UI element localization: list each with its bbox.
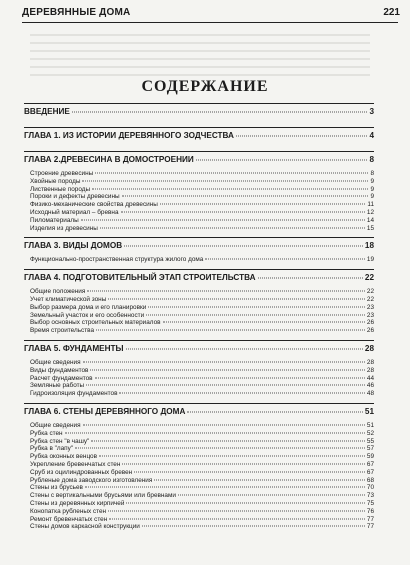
toc-subsection-entry[interactable] — [24, 319, 374, 327]
subsection-page-number: 73 — [366, 492, 374, 500]
subsection-page-number: 23 — [366, 303, 374, 311]
subsection-page-number: 9 — [370, 185, 374, 193]
subsection-page-number: 15 — [366, 224, 374, 232]
subsection-title: Физико-механические свойства древесины — [30, 201, 158, 209]
toc-subsection-entry[interactable] — [24, 390, 374, 398]
dot-leader — [178, 495, 365, 496]
chapter-title: ГЛАВА 3. ВИДЫ ДОМОВ — [24, 241, 123, 251]
chapter-page-number: 28 — [364, 343, 374, 353]
toc-subsection-entry[interactable] — [24, 461, 374, 469]
subsection-page-number: 67 — [366, 460, 374, 468]
subsection-title: Рубка стен "в чашу" — [30, 437, 90, 445]
toc-subsection-entry[interactable] — [24, 484, 374, 492]
chapter-rule — [24, 127, 374, 128]
subsection-title: Стены с вертикальными брусьями или бревнами — [30, 492, 176, 500]
dot-leader — [122, 463, 364, 464]
toc-subsection-entry[interactable] — [24, 469, 374, 477]
chapter-rule — [24, 269, 374, 270]
toc-chapter-entry[interactable] — [24, 155, 374, 167]
dot-leader — [86, 385, 365, 386]
subsection-page-number: 19 — [366, 256, 374, 264]
dot-leader — [119, 393, 364, 394]
chapter-rule — [24, 151, 374, 152]
subsection-title: Лиственные породы — [30, 185, 91, 193]
subsection-title: Исходный материал – бревна — [30, 208, 119, 216]
toc-subsection-entry[interactable] — [24, 186, 374, 194]
subsection-page-number: 22 — [366, 295, 374, 303]
subsection-page-number: 59 — [366, 453, 374, 461]
subsection-page-number: 57 — [366, 445, 374, 453]
dot-leader — [95, 377, 365, 378]
subsection-page-number: 26 — [366, 319, 374, 327]
subsection-page-number: 70 — [366, 484, 374, 492]
dot-leader — [236, 136, 367, 137]
chapter-title: ВВЕДЕНИЕ — [24, 107, 70, 116]
toc-subsection-entry[interactable] — [24, 217, 374, 225]
subsection-title: Рубленые дома заводского изготовления — [30, 476, 153, 484]
subsection-page-number: 12 — [366, 208, 374, 216]
subsection-title: Строение древесины — [30, 170, 94, 177]
chapter-title: ГЛАВА 5. ФУНДАМЕНТЫ — [24, 343, 124, 353]
dot-leader — [124, 246, 363, 247]
toc-chapter-entry[interactable] — [24, 241, 374, 253]
subsection-title: Пиломатериалы — [30, 216, 79, 224]
dot-leader — [160, 204, 366, 205]
chapter-page-number: 22 — [364, 273, 374, 283]
toc-subsection-entry[interactable] — [24, 170, 374, 178]
subsection-title: Функционально-пространственная структура жилого дома — [30, 256, 204, 264]
subsection-page-number: 75 — [366, 499, 374, 507]
subsection-title: Сруб из оцилиндрованных бревен — [30, 468, 133, 476]
subsection-title: Рубка оконных венцов — [30, 453, 97, 461]
dot-leader — [134, 471, 365, 472]
dot-leader — [126, 502, 364, 503]
dot-leader — [65, 432, 365, 433]
subsection-title: Рубка стен — [30, 429, 63, 437]
toc-subsection-entry[interactable] — [24, 422, 374, 430]
running-head — [22, 6, 400, 22]
toc-subsection-entry[interactable] — [24, 445, 374, 453]
chapter-rule — [24, 340, 374, 341]
toc-chapter-entry[interactable] — [24, 107, 374, 119]
dot-leader — [122, 196, 369, 197]
subsection-title: Выбор размера дома и его планировки — [30, 303, 147, 311]
subsection-title: Общие положения — [30, 288, 86, 296]
dot-leader — [187, 411, 363, 412]
subsection-page-number: 28 — [366, 366, 374, 374]
subsection-title: Стены из брусьев — [30, 484, 83, 492]
subsection-page-number: 67 — [366, 468, 374, 476]
dot-leader — [91, 440, 365, 441]
dot-leader — [96, 330, 365, 331]
header-rule — [22, 22, 398, 23]
subsection-page-number: 23 — [366, 311, 374, 319]
dot-leader — [142, 526, 365, 527]
subsection-page-number: 14 — [366, 216, 374, 224]
subsection-page-number: 51 — [366, 421, 374, 429]
subsection-page-number: 76 — [366, 507, 374, 515]
subsection-title: Учет климатической зоны — [30, 295, 107, 303]
dot-leader — [205, 259, 365, 260]
subsection-title: Выбор основных строительных материалов — [30, 319, 161, 327]
chapter-title: ГЛАВА 1. ИЗ ИСТОРИИ ДЕРЕВЯННОГО ЗОДЧЕСТВА — [24, 131, 234, 140]
toc-chapter-entry[interactable] — [24, 344, 374, 356]
toc-title: СОДЕРЖАНИЕ — [141, 78, 269, 95]
toc-subsection-entry[interactable] — [24, 430, 374, 438]
toc-chapter-entry[interactable] — [24, 273, 374, 285]
toc-subsection-entry[interactable] — [24, 523, 374, 531]
chapter-page-number: 4 — [369, 131, 374, 140]
subsection-page-number: 22 — [366, 288, 374, 296]
subsection-title: Ремонт бревенчатых стен — [30, 515, 108, 523]
subsection-page-number: 48 — [366, 390, 374, 398]
chapter-page-number: 8 — [369, 155, 374, 164]
subsection-page-number: 77 — [366, 523, 374, 531]
subsection-page-number: 68 — [366, 476, 374, 484]
toc-subsection-entry[interactable] — [24, 209, 374, 217]
subsection-title: Пороки и дефекты древесины — [30, 193, 120, 201]
subsection-page-number: 8 — [370, 170, 374, 177]
chapter-rule — [24, 403, 374, 404]
dot-leader — [109, 518, 365, 519]
chapter-page-number: 3 — [369, 107, 374, 116]
subsection-title: Земляные работы — [30, 382, 85, 390]
dot-leader — [121, 211, 365, 212]
subsection-title: Общие сведения — [30, 421, 81, 429]
dot-leader — [108, 510, 365, 511]
dot-leader — [83, 424, 365, 425]
dot-leader — [83, 361, 365, 362]
toc-subsection-entry[interactable] — [24, 359, 374, 367]
chapter-title: ГЛАВА 2.ДРЕВЕСИНА В ДОМОСТРОЕНИИ — [24, 155, 194, 164]
subsection-title: Рубка в "лапу" — [30, 445, 74, 453]
running-head-title: ДЕРЕВЯННЫЕ ДОМА — [22, 7, 131, 18]
subsection-page-number: 28 — [366, 358, 374, 366]
dot-leader — [108, 298, 365, 299]
toc-subsection-entry[interactable] — [24, 296, 374, 304]
subsection-page-number: 26 — [366, 327, 374, 335]
toc-chapter-entry[interactable] — [24, 407, 374, 419]
toc-subsection-entry[interactable] — [24, 453, 374, 461]
toc-subsection-entry[interactable] — [24, 492, 374, 500]
toc-subsection-entry[interactable] — [24, 178, 374, 186]
toc-subsection-entry[interactable] — [24, 327, 374, 335]
toc-subsection-entry[interactable] — [24, 304, 374, 312]
subsection-page-number: 55 — [366, 437, 374, 445]
dot-leader — [196, 160, 368, 161]
subsection-title: Конопатка рубленых стен — [30, 507, 107, 515]
subsection-title: Общие сведения — [30, 358, 81, 366]
dot-leader — [146, 314, 365, 315]
toc-subsection-entry[interactable] — [24, 508, 374, 516]
chapter-page-number: 51 — [364, 406, 374, 416]
subsection-title: Время строительства — [30, 327, 95, 335]
chapter-rule — [24, 237, 374, 238]
dot-leader — [95, 173, 368, 174]
subsection-title: Стены домов каркасной конструкции — [30, 523, 140, 531]
subsection-title: Земельный участок и его особенности — [30, 311, 145, 319]
chapter-page-number: 18 — [364, 241, 374, 251]
dot-leader — [100, 227, 365, 228]
subsection-page-number: 11 — [367, 201, 374, 209]
dot-leader — [81, 219, 365, 220]
dot-leader — [90, 369, 364, 370]
dot-leader — [87, 291, 365, 292]
toc-subsection-entry[interactable] — [24, 500, 374, 508]
table-of-contents — [24, 103, 374, 531]
subsection-page-number: 9 — [370, 177, 374, 185]
toc-subsection-entry[interactable] — [24, 382, 374, 390]
chapter-title: ГЛАВА 6. СТЕНЫ ДЕРЕВЯННОГО ДОМА — [24, 406, 186, 416]
chapter-title: ГЛАВА 4. ПОДГОТОВИТЕЛЬНЫЙ ЭТАП СТРОИТЕЛЬСТВА — [24, 273, 256, 283]
subsection-title: Изделия из древесины — [30, 224, 98, 232]
dot-leader — [99, 456, 365, 457]
toc-subsection-entry[interactable] — [24, 288, 374, 296]
dot-leader — [75, 448, 365, 449]
subsection-page-number: 46 — [366, 382, 374, 390]
dot-leader — [92, 188, 368, 189]
subsection-title: Стены из деревянных кирпичей — [30, 499, 125, 507]
page-number: 221 — [383, 7, 400, 18]
subsection-title: Расчет фундаментов — [30, 374, 93, 382]
dot-leader — [163, 322, 365, 323]
dot-leader — [154, 479, 365, 480]
subsection-title: Укрепление бревенчатых стен — [30, 460, 121, 468]
dot-leader — [258, 278, 363, 279]
dot-leader — [126, 348, 363, 349]
subsection-page-number: 52 — [366, 429, 374, 437]
toc-subsection-entry[interactable] — [24, 201, 374, 209]
subsection-page-number: 77 — [366, 515, 374, 523]
toc-subsection-entry[interactable] — [24, 256, 374, 264]
subsection-title: Виды фундаментов — [30, 366, 89, 374]
toc-subsection-entry[interactable] — [24, 367, 374, 375]
subsection-title: Гидроизоляция фундаментов — [30, 390, 118, 398]
dot-leader — [72, 112, 368, 113]
subsection-page-number: 9 — [370, 193, 374, 201]
toc-chapter-entry[interactable] — [24, 131, 374, 143]
chapter-rule — [24, 103, 374, 104]
dot-leader — [82, 180, 368, 181]
toc-subsection-entry[interactable] — [24, 225, 374, 233]
subsection-page-number: 44 — [366, 374, 374, 382]
subsection-title: Хвойные породы — [30, 177, 81, 185]
dot-leader — [85, 487, 365, 488]
toc-subsection-entry[interactable] — [24, 438, 374, 446]
dot-leader — [148, 306, 365, 307]
